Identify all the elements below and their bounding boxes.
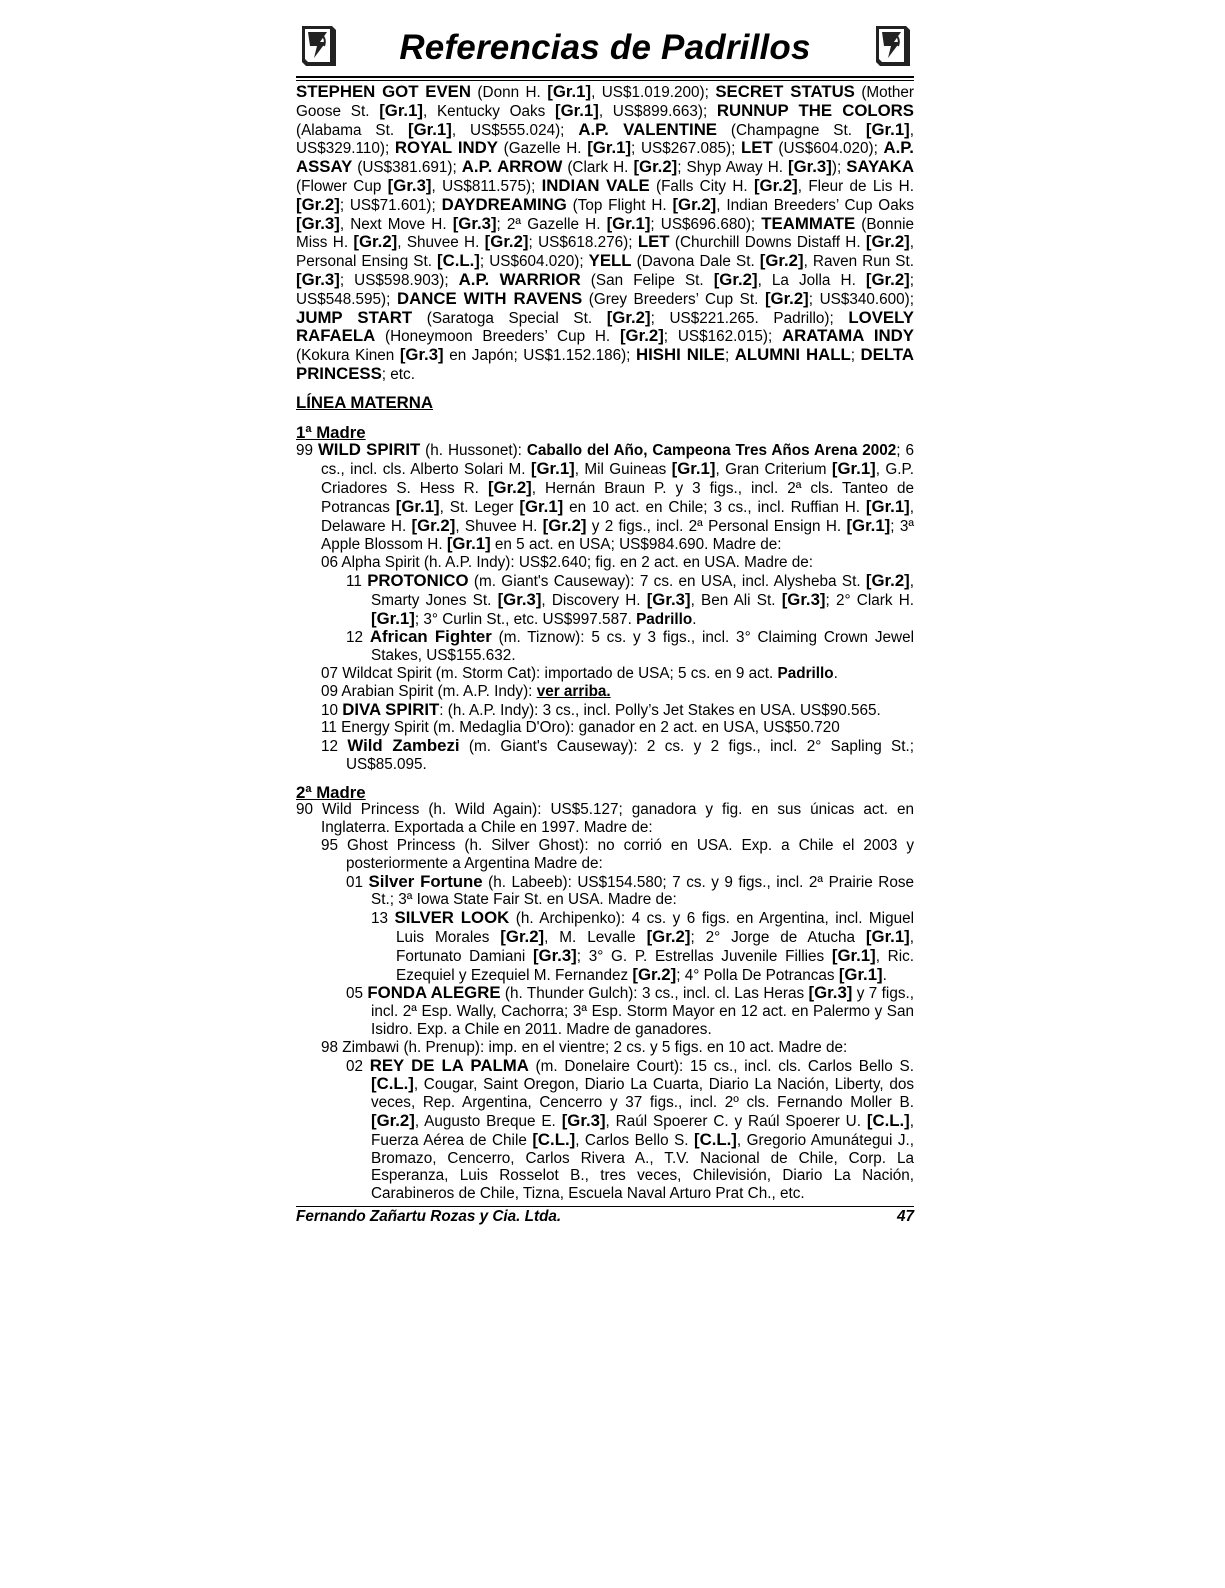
header-rule: [296, 76, 914, 81]
entry-diva-spirit: 10 DIVA SPIRIT: (h. A.P. Indy): 3 cs., incl. Polly’s Jet Stakes en USA. US$90.565.: [321, 699, 881, 719]
page-title: Referencias de Padrillos: [399, 28, 811, 67]
page-body: [296, 83, 914, 1203]
document-page: [296, 18, 914, 1226]
entry-wild-spirit: 99 WILD SPIRIT (h. Hussonet): Caballo del Año, Campeona Tres Años Arena 2002; 6 cs., incl. cls. Alberto Solari M. [Gr.1], Mil Guineas [Gr.1], Gran Criterium [Gr.1], G.P. Criadores S. Hess R. [Gr.2], Hernán Braun P. y 3 figs., incl. 2ª cls. Tanteo de Potrancas [Gr.1], St. Leger [Gr.1] en 10 act. en Chile; 3 cs., incl. Ruffian H. [Gr.1], Delaware H. [Gr.2], Shuvee H. [Gr.2] y 2 figs., incl. 2ª Personal Ensign H. [Gr.1]; 3ª Apple Blossom H. [Gr.1] en 5 act. en USA; US$984.690. Madre de:: [296, 440, 915, 554]
progeny-paragraph: STEPHEN GOT EVEN (Donn H. [Gr.1], US$1.019.200); SECRET STATUS (Mother Goose St. [Gr.1], Kentucky Oaks [Gr.1], US$899.663); RUNNUP THE COLORS (Alabama St. [Gr.1], US$555.024); A.P. VALENTINE (Champagne St. [Gr.1], US$329.110); ROYAL INDY (Gazelle H. [Gr.1]; US$267.085); LET (US$604.020); A.P. ASSAY (US$381.691); A.P. ARROW (Clark H. [Gr.2]; Shyp Away H. [Gr.3]); SAYAKA (Flower Cup [Gr.3], US$811.575); INDIAN VALE (Falls City H. [Gr.2], Fleur de Lis H. [Gr.2]; US$71.601); DAYDREAMING (Top Flight H. [Gr.2], Indian Breeders’ Cup Oaks [Gr.3], Next Move H. [Gr.3]; 2ª Gazelle H. [Gr.1]; US$696.680); TEAMMATE (Bonnie Miss H. [Gr.2], Shuvee H. [Gr.2]; US$618.276); LET (Churchill Downs Distaff H. [Gr.2], Personal Ensing St. [C.L.]; US$604.020); YELL (Davona Dale St. [Gr.2], Raven Run St. [Gr.3]; US$598.903); A.P. WARRIOR (San Felipe St. [Gr.2], La Jolla H. [Gr.2]; US$548.595); DANCE WITH RAVENS (Grey Breeders’ Cup St. [Gr.2]; US$340.600); JUMP START (Saratoga Special St. [Gr.2]; US$221.265. Padrillo); LOVELY RAFAELA (Honeymoon Breeders’ Cup H. [Gr.2]; US$162.015); ARATAMA INDY (Kokura Kinen [Gr.3] en Japón; US$1.152.186); HISHI NILE; ALUMNI HALL; DELTA PRINCESS; etc.: [296, 82, 915, 383]
entry-arabian-spirit: 09 Arabian Spirit (m. A.P. Indy): ver arriba.: [321, 682, 611, 700]
entry-ghost-princess: 95 Ghost Princess (h. Silver Ghost): no corrió en USA. Exp. a Chile el 2003 y posteriormente a Argentina Madre de:: [321, 837, 914, 872]
entry-protonico: 11 PROTONICO (m. Giant's Causeway): 7 cs. en USA, incl. Alysheba St. [Gr.2], Smarty Jones St. [Gr.3], Discovery H. [Gr.3], Ben Ali St. [Gr.3]; 2° Clark H. [Gr.1]; 3° Curlin St., etc. US$997.587. Padrillo.: [346, 570, 914, 628]
haras-logo-icon: [870, 22, 914, 70]
entry-fonda-alegre: 05 FONDA ALEGRE (h. Thunder Gulch): 3 cs., incl. cl. Las Heras [Gr.3] y 7 figs., incl. 2ª Esp. Wally, Cachorra; 3ª Esp. Storm Mayor en 12 act. en Palermo y San Isidro. Exp. a Chile en 2011. Madre de ganadores.: [346, 983, 914, 1039]
subheading-madre-1: 1ª Madre: [296, 422, 366, 442]
page-footer: [296, 1206, 914, 1226]
entry-wildcat-spirit: 07 Wildcat Spirit (m. Storm Cat): importado de USA; 5 cs. en 9 act. Padrillo.: [321, 664, 838, 682]
entry-alpha-spirit: 06 Alpha Spirit (h. A.P. Indy): US$2.640; fig. en 2 act. en USA. Madre de:: [321, 554, 814, 572]
ver-arriba-link[interactable]: ver arriba.: [536, 682, 611, 700]
entry-rey-de-la-palma: 02 REY DE LA PALMA (m. Donelaire Court): 15 cs., incl. cls. Carlos Bello S. [C.L.], Cougar, Saint Oregon, Diario La Cuarta, Diario La Nación, Liberty, dos veces, Rep. Argentina, Cencerro y 37 figs., incl. 2º cls. Fernando Moller B. [Gr.2], Augusto Breque E. [Gr.3], Raúl Spoerer C. y Raúl Spoerer U. [C.L.], Fuerza Aérea de Chile [C.L.], Carlos Bello S. [C.L.], Gregorio Amunátegui J., Bromazo, Cencerro, Carlos Rivera A., T.V. Nacional de Chile, Corp. La Esperanza, Luis Rosselot B., tres veces, Chilevisión, Diario La Nación, Carabineros de Chile, Tizna, Escuela Naval Arturo Prat Ch., etc.: [346, 1055, 914, 1203]
entry-zimbawi: 98 Zimbawi (h. Prenup): imp. en el vientre; 2 cs. y 5 figs. en 10 act. Madre de:: [321, 1038, 848, 1056]
entry-energy-spirit: 11 Energy Spirit (m. Medaglia D'Oro): ganador en 2 act. en USA, US$50.720: [321, 719, 840, 737]
page-header: [296, 18, 914, 76]
page-number: 47: [896, 1208, 914, 1226]
subheading-madre-2: 2ª Madre: [296, 782, 366, 802]
entry-african-fighter: 12 African Fighter (m. Tiznow): 5 cs. y 3 figs., incl. 3° Claiming Crown Jewel Stakes, US$155.632.: [346, 627, 914, 665]
section-heading-linea-materna: LÍNEA MATERNA: [296, 392, 434, 412]
footer-company: Fernando Zañartu Rozas y Cia. Ltda.: [296, 1208, 562, 1226]
entry-silver-fortune: 01 Silver Fortune (h. Labeeb): US$154.580; 7 cs. y 9 figs., incl. 2ª Prairie Rose St.; 3ª Iowa State Fair St. en USA. Madre de:: [346, 871, 915, 909]
entry-wild-zambezi: 12 Wild Zambezi (m. Giant's Causeway): 2 cs. y 2 figs., incl. 2° Sapling St.; US$85.095.: [321, 736, 915, 773]
entry-silver-look: 13 SILVER LOOK (h. Archipenko): 4 cs. y 6 figs. en Argentina, incl. Miguel Luis Morales [Gr.2], M. Levalle [Gr.2]; 2° Jorge de Atucha [Gr.1], Fortunato Damiani [Gr.3]; 3° G. P. Estrellas Juvenile Fillies [Gr.1], Ric. Ezequiel y Ezequiel M. Fernandez [Gr.2]; 4° Polla De Potrancas [Gr.1].: [371, 908, 915, 984]
entry-wild-princess: 90 Wild Princess (h. Wild Again): US$5.127; ganadora y fig. en sus únicas act. en Inglaterra. Exportada a Chile en 1997. Madre de:: [296, 801, 914, 837]
